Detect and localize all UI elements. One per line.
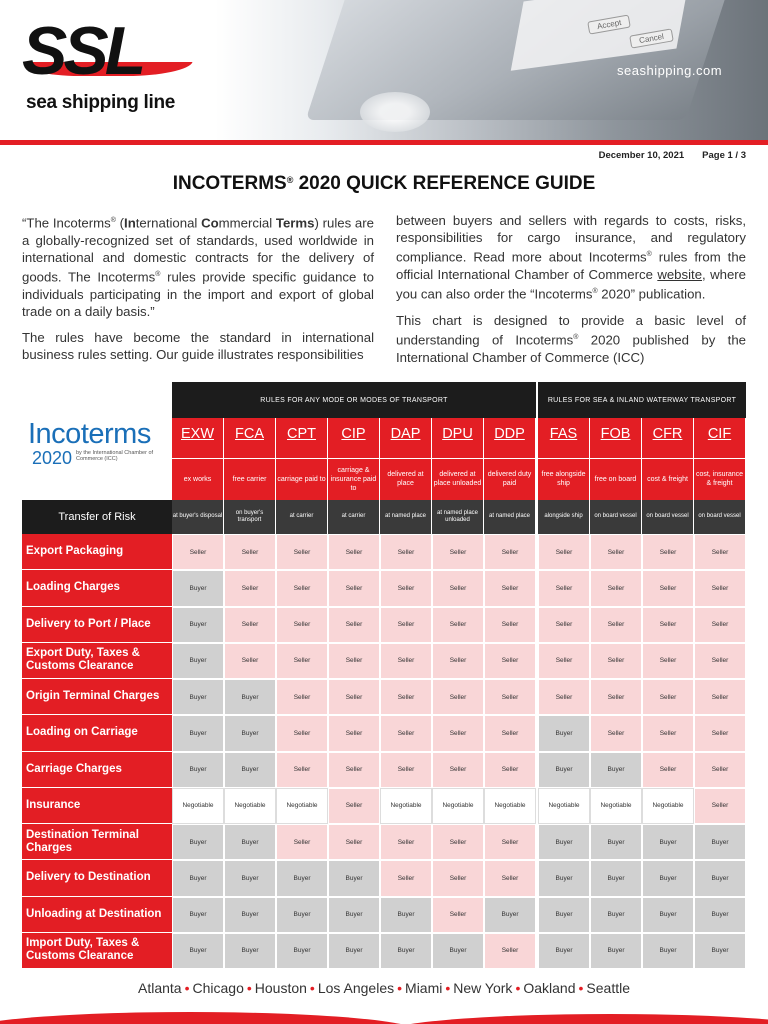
table-cell: Buyer (590, 933, 642, 969)
table-cell: Seller (538, 679, 590, 715)
ssl-logo[interactable] (22, 13, 197, 120)
table-cell: Seller (642, 570, 694, 606)
city-name: Houston (254, 980, 307, 996)
table-cell: Buyer (276, 860, 328, 896)
table-cell: Seller (432, 643, 484, 679)
table-cell: Seller (380, 824, 432, 860)
incoterm-code[interactable]: EXW (180, 426, 215, 442)
table-cell: Negotiable (276, 788, 328, 824)
table-cell: Buyer (538, 860, 590, 896)
incoterm-description: cost, insurance & freight (695, 471, 744, 487)
row-label: Loading Charges (22, 570, 172, 605)
table-cell: Seller (484, 860, 536, 896)
table-cell: Buyer (224, 715, 276, 751)
table-cell: Buyer (694, 897, 746, 933)
table-cell: Seller (694, 715, 746, 751)
city-name: Atlanta (137, 980, 182, 996)
incoterm-description: free on board (594, 475, 637, 483)
header-banner (0, 0, 768, 140)
table-cell: Seller (432, 824, 484, 860)
risk-transfer-fca: on buyer's transport (224, 500, 275, 534)
table-cell: Buyer (172, 607, 224, 643)
table-cell: Buyer (538, 715, 590, 751)
table-cell: Buyer (590, 860, 642, 896)
column-header-exw[interactable] (172, 418, 223, 500)
table-cell: Seller (484, 824, 536, 860)
table-cell: Buyer (328, 897, 380, 933)
risk-transfer-cif: on board vessel (694, 500, 745, 534)
table-cell: Seller (694, 788, 746, 824)
incoterm-description: carriage & insurance paid to (330, 466, 377, 492)
city-name: Chicago (192, 980, 244, 996)
table-cell: Seller (484, 933, 536, 969)
table-cell: Buyer (172, 752, 224, 788)
risk-transfer-cfr: on board vessel (642, 500, 693, 534)
incoterm-code[interactable]: DDP (494, 426, 525, 442)
photo-accept-label: Accept (587, 14, 631, 34)
page-number: Page 1 / 3 (702, 150, 746, 161)
row-label: Unloading at Destination (22, 897, 172, 932)
table-cell: Seller (590, 534, 642, 570)
incoterm-code[interactable]: FAS (549, 426, 578, 442)
header-divider-line (224, 458, 275, 459)
header-divider (0, 140, 768, 145)
table-cell: Seller (432, 897, 484, 933)
incoterm-description: ex works (183, 475, 212, 483)
table-cell: Buyer (172, 897, 224, 933)
title-rest: 2020 QUICK REFERENCE GUIDE (293, 173, 596, 194)
incoterms-logo-year: 2020 (32, 448, 73, 468)
risk-transfer-exw: at buyer's disposal (172, 500, 223, 534)
table-cell: Buyer (172, 933, 224, 969)
incoterm-code[interactable]: CPT (287, 426, 316, 442)
table-cell: Seller (380, 715, 432, 751)
table-cell: Buyer (172, 679, 224, 715)
table-cell: Buyer (172, 715, 224, 751)
column-header-dap[interactable] (380, 418, 431, 500)
table-cell: Seller (432, 534, 484, 570)
incoterm-code[interactable]: FCA (235, 426, 264, 442)
table-cell: Seller (432, 570, 484, 606)
table-cell: Seller (642, 607, 694, 643)
incoterms-table (22, 382, 746, 969)
intro-paragraph-1: “The Incoterms® (International Commercial Terms) rules are a globally-recognized set of standards, used worldwide in international and domestic contracts for the delivery of goods. The Incoterms® rules provide specific guidance to individuals participating in the import and export of global trade on a daily basis.” (22, 215, 374, 319)
table-cell: Buyer (224, 824, 276, 860)
table-cell: Seller (432, 679, 484, 715)
city-separator: • (309, 980, 315, 996)
row-label: Origin Terminal Charges (22, 679, 172, 714)
city-name: Seattle (586, 980, 630, 996)
table-cell: Buyer (224, 679, 276, 715)
city-name: Oakland (523, 980, 576, 996)
incoterm-code[interactable]: CIF (707, 426, 732, 442)
incoterms-logo-small: by the International Chamber of Commerce (ICC) (76, 450, 154, 462)
row-label: Carriage Charges (22, 752, 172, 787)
table-cell: Seller (432, 715, 484, 751)
table-cell: Seller (484, 607, 536, 643)
table-cell: Seller (224, 570, 276, 606)
document-date: December 10, 2021 (598, 150, 685, 161)
document-meta (599, 150, 746, 161)
table-cell: Seller (432, 752, 484, 788)
table-cell: Seller (224, 643, 276, 679)
risk-transfer-ddp: at named place (484, 500, 535, 534)
table-cell: Seller (380, 752, 432, 788)
incoterm-code[interactable]: DPU (442, 426, 473, 442)
table-cell: Buyer (538, 897, 590, 933)
table-cell: Seller (484, 679, 536, 715)
table-cell: Seller (276, 570, 328, 606)
table-cell: Seller (276, 534, 328, 570)
incoterm-code[interactable]: FOB (600, 426, 631, 442)
table-cell: Buyer (224, 860, 276, 896)
city-name: Los Angeles (317, 980, 395, 996)
table-cell: Negotiable (432, 788, 484, 824)
intro-paragraph-2: The rules have become the standard in international business rules setting. Our guide illustrates responsibilities (22, 330, 374, 363)
header-divider-line (328, 458, 379, 459)
table-cell: Seller (642, 752, 694, 788)
incoterm-description: cost & freight (647, 475, 688, 483)
table-cell: Seller (276, 607, 328, 643)
header-divider-line (432, 458, 483, 459)
table-cell: Negotiable (172, 788, 224, 824)
table-cell: Buyer (642, 897, 694, 933)
table-cell: Buyer (380, 897, 432, 933)
table-cell: Buyer (694, 860, 746, 896)
header-divider-line (590, 458, 641, 459)
incoterm-code[interactable]: DAP (390, 426, 421, 442)
table-cell: Seller (276, 752, 328, 788)
table-cell: Seller (172, 534, 224, 570)
table-cell: Seller (276, 679, 328, 715)
intro-left-column (22, 212, 374, 372)
table-cell: Seller (380, 679, 432, 715)
table-cell: Buyer (642, 933, 694, 969)
table-cell: Seller (538, 607, 590, 643)
column-header-fob[interactable] (590, 418, 641, 500)
row-label: Delivery to Destination (22, 860, 172, 895)
incoterm-code[interactable]: CIP (341, 426, 366, 442)
risk-transfer-fob: on board vessel (590, 500, 641, 534)
row-label: Import Duty, Taxes & Customs Clearance (22, 933, 172, 968)
table-cell: Seller (484, 643, 536, 679)
table-cell: Buyer (590, 752, 642, 788)
header-divider-line (172, 458, 223, 459)
row-label: Export Duty, Taxes & Customs Clearance (22, 643, 172, 678)
city-name: Miami (405, 980, 443, 996)
table-cell: Negotiable (538, 788, 590, 824)
incoterms-logo (22, 382, 172, 500)
icc-website-link[interactable]: website (657, 267, 703, 282)
logo-subtitle: sea shipping line (26, 92, 176, 113)
table-cell: Seller (484, 534, 536, 570)
table-cell: Buyer (694, 824, 746, 860)
table-cell: Buyer (380, 933, 432, 969)
incoterm-description: free alongside ship (541, 471, 586, 487)
office-cities (0, 980, 768, 996)
table-cell: Buyer (642, 824, 694, 860)
table-cell: Seller (484, 752, 536, 788)
intro-paragraph-3: between buyers and sellers with regards to costs, risks, responsibilities for cargo insurance, and regulatory compliance. Read more about Incoterms® rules from the official International Chamber of Commerce website, where you can also order the “Incoterms® 2020” publication. (396, 213, 747, 302)
table-cell: Seller (328, 715, 380, 751)
title-main: INCOTERMS (172, 173, 287, 194)
incoterm-description: delivered duty paid (487, 471, 532, 487)
table-cell: Buyer (172, 643, 224, 679)
table-cell: Buyer (432, 933, 484, 969)
table-cell: Seller (380, 643, 432, 679)
table-cell: Seller (694, 570, 746, 606)
table-cell: Seller (642, 679, 694, 715)
table-cell: Buyer (538, 933, 590, 969)
table-cell: Buyer (172, 570, 224, 606)
header-divider-line (276, 458, 327, 459)
column-header-cpt[interactable] (276, 418, 327, 500)
table-cell: Seller (538, 570, 590, 606)
table-cell: Negotiable (642, 788, 694, 824)
table-cell: Seller (380, 534, 432, 570)
row-label: Destination Terminal Charges (22, 824, 172, 859)
table-cell: Seller (328, 570, 380, 606)
incoterms-logo-word: Incoterms (28, 418, 151, 450)
table-cell: Seller (328, 607, 380, 643)
table-cell: Seller (276, 643, 328, 679)
risk-transfer-dap: at named place (380, 500, 431, 534)
logo-text: SSL (22, 13, 143, 89)
incoterm-description: carriage paid to (277, 475, 326, 483)
table-cell: Negotiable (590, 788, 642, 824)
city-separator: • (445, 980, 451, 996)
risk-transfer-cpt: at carrier (276, 500, 327, 534)
table-cell: Seller (590, 607, 642, 643)
table-cell: Seller (642, 715, 694, 751)
table-cell: Buyer (224, 752, 276, 788)
table-cell: Seller (328, 788, 380, 824)
column-header-dpu[interactable] (432, 418, 483, 500)
table-cell: Seller (642, 534, 694, 570)
table-cell: Seller (642, 643, 694, 679)
column-header-ddp[interactable] (484, 418, 535, 500)
city-separator: • (515, 980, 521, 996)
city-name: New York (453, 980, 513, 996)
intro-right-column (396, 212, 746, 375)
table-cell: Buyer (224, 933, 276, 969)
column-header-fca[interactable] (224, 418, 275, 500)
table-cell: Seller (224, 607, 276, 643)
intro-paragraph-4: This chart is designed to provide a basic level of understanding of Incoterms® 2020 published by the International Chamber of Commerce (ICC) (396, 312, 746, 365)
column-header-fas[interactable] (538, 418, 589, 500)
table-cell: Buyer (538, 824, 590, 860)
header-divider-line (694, 458, 745, 459)
table-cell: Buyer (590, 897, 642, 933)
table-cell: Seller (432, 860, 484, 896)
table-cell: Seller (380, 860, 432, 896)
table-cell: Buyer (538, 752, 590, 788)
band-sea-waterway: RULES FOR SEA & INLAND WATERWAY TRANSPORT (538, 382, 746, 418)
table-cell: Negotiable (380, 788, 432, 824)
transfer-of-risk-label: Transfer of Risk (22, 500, 172, 534)
row-label: Delivery to Port / Place (22, 607, 172, 642)
table-cell: Seller (694, 607, 746, 643)
table-cell: Seller (328, 752, 380, 788)
header-divider-line (484, 458, 535, 459)
risk-transfer-fas: alongside ship (538, 500, 589, 534)
table-cell: Buyer (328, 860, 380, 896)
table-cell: Buyer (642, 860, 694, 896)
column-header-cip[interactable] (328, 418, 379, 500)
row-label: Export Packaging (22, 534, 172, 569)
table-cell: Buyer (694, 933, 746, 969)
website-link[interactable]: seashipping.com (617, 63, 723, 78)
table-cell: Seller (328, 534, 380, 570)
table-cell: Seller (432, 607, 484, 643)
footer-wave (0, 1008, 768, 1024)
table-cell: Seller (224, 534, 276, 570)
table-cell: Negotiable (224, 788, 276, 824)
table-cell: Buyer (276, 933, 328, 969)
table-cell: Seller (590, 715, 642, 751)
table-cell: Seller (538, 643, 590, 679)
table-cell: Buyer (484, 897, 536, 933)
row-label: Insurance (22, 788, 172, 823)
risk-transfer-dpu: at named place unloaded (432, 500, 483, 534)
table-cell: Buyer (328, 933, 380, 969)
table-cell: Seller (484, 570, 536, 606)
table-cell: Seller (328, 824, 380, 860)
header-divider-line (642, 458, 693, 459)
incoterm-description: delivered at place unloaded (433, 471, 482, 487)
table-cell: Buyer (224, 897, 276, 933)
table-cell: Seller (276, 715, 328, 751)
table-cell: Seller (694, 643, 746, 679)
table-cell: Seller (380, 570, 432, 606)
header-divider-line (380, 458, 431, 459)
table-cell: Buyer (590, 824, 642, 860)
risk-transfer-cip: at carrier (328, 500, 379, 534)
incoterm-description: delivered at place (387, 471, 424, 487)
city-separator: • (578, 980, 584, 996)
table-cell: Buyer (172, 860, 224, 896)
header-divider-line (538, 458, 589, 459)
incoterm-code[interactable]: CFR (652, 426, 683, 442)
table-cell: Seller (276, 824, 328, 860)
table-cell: Buyer (172, 824, 224, 860)
row-label: Loading on Carriage (22, 715, 172, 750)
table-cell: Seller (694, 752, 746, 788)
coffee-cup-photo (360, 92, 430, 132)
column-header-cfr[interactable] (642, 418, 693, 500)
table-cell: Seller (694, 534, 746, 570)
table-cell: Seller (484, 715, 536, 751)
band-any-mode: RULES FOR ANY MODE OR MODES OF TRANSPORT (172, 382, 536, 418)
photo-cancel-label: Cancel (629, 28, 674, 48)
table-cell: Seller (328, 643, 380, 679)
page-title (0, 173, 768, 195)
table-cell: Negotiable (484, 788, 536, 824)
table-cell: Seller (694, 679, 746, 715)
column-header-cif[interactable] (694, 418, 745, 500)
city-separator: • (397, 980, 403, 996)
city-separator: • (246, 980, 252, 996)
city-separator: • (184, 980, 190, 996)
title-reg: ® (286, 175, 294, 185)
table-cell: Seller (538, 534, 590, 570)
table-cell: Seller (590, 679, 642, 715)
table-cell: Seller (590, 570, 642, 606)
table-cell: Seller (328, 679, 380, 715)
table-cell: Seller (590, 643, 642, 679)
table-cell: Seller (380, 607, 432, 643)
table-cell: Buyer (276, 897, 328, 933)
incoterm-description: free carrier (232, 475, 267, 483)
